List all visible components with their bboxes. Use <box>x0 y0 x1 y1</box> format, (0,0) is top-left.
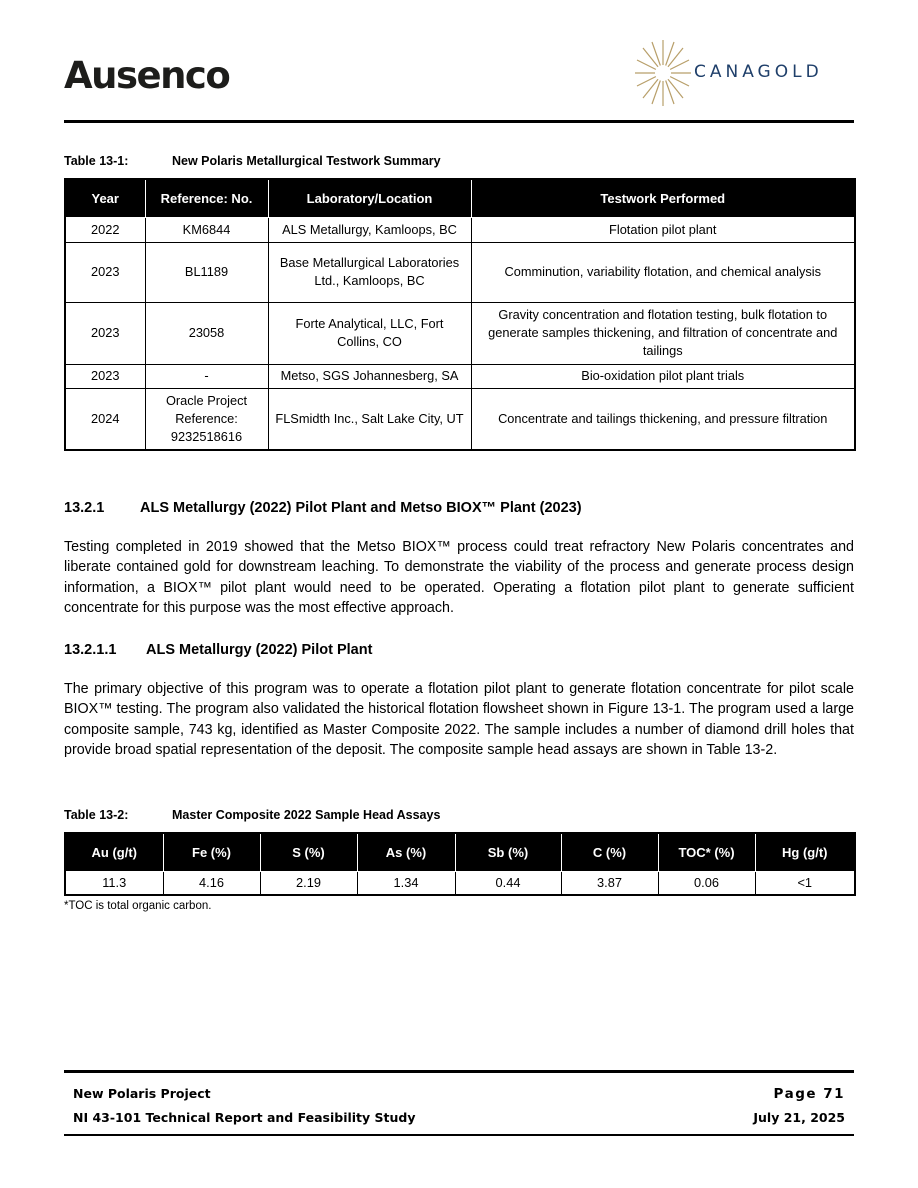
column-header: Sb (%) <box>455 833 561 871</box>
table-cell: 2023 <box>65 302 145 364</box>
testwork-summary-table <box>64 178 856 451</box>
table-cell: - <box>145 364 268 388</box>
head-assays-table <box>64 832 856 896</box>
footer-report-title: NI 43-101 Technical Report and Feasibility Study <box>73 1110 416 1125</box>
table1-label: Table 13-1: <box>64 154 129 168</box>
table-cell: Comminution, variability flotation, and chemical analysis <box>471 242 855 302</box>
table-cell: 0.06 <box>658 871 755 895</box>
table-cell: Forte Analytical, LLC, Fort Collins, CO <box>268 302 471 364</box>
footer-rule <box>64 1070 854 1073</box>
table-cell: 2023 <box>65 364 145 388</box>
body-paragraph: Testing completed in 2019 showed that the Metso BIOX™ process could treat refractory New Polaris concentrates and liberate contained gold for downstream leaching. To demonstrate the viability of the process and generate process design information, a BIOX™ pilot plant would need to be operated. Operating a flotation pilot plant to generate sufficient concentrate for this purpose was the most effective approach. <box>64 539 854 616</box>
table-cell: 4.16 <box>163 871 260 895</box>
section-title: ALS Metallurgy (2022) Pilot Plant and Metso BIOX™ Plant (2023) <box>140 500 582 516</box>
footer-rule <box>64 1134 854 1136</box>
column-header: C (%) <box>561 833 658 871</box>
table-cell: Metso, SGS Johannesberg, SA <box>268 364 471 388</box>
section-heading <box>64 500 582 516</box>
table-row <box>65 217 855 242</box>
table-cell: BL1189 <box>145 242 268 302</box>
section-number: 13.2.1 <box>64 500 105 516</box>
table-cell: Gravity concentration and flotation testing, bulk flotation to generate samples thickening, and filtration of concentrate and tailings <box>471 302 855 364</box>
column-header: TOC* (%) <box>658 833 755 871</box>
table1-title: New Polaris Metallurgical Testwork Summary <box>172 154 441 168</box>
table-cell: 0.44 <box>455 871 561 895</box>
column-header: Au (g/t) <box>65 833 163 871</box>
table-cell: 2022 <box>65 217 145 242</box>
table-cell: 2024 <box>65 388 145 450</box>
page-number: Page 71 <box>773 1086 845 1102</box>
column-header: S (%) <box>260 833 357 871</box>
column-header: Reference: No. <box>145 179 268 217</box>
body-paragraph: The primary objective of this program was to operate a flotation pilot plant to generate flotation concentrate for pilot scale BIOX™ testing. The program also validated the historical flotation flowsheet shown in Figure 13-1. The program used a large composite sample, 743 kg, identified as Master Composite 2022. The sample includes a number of diamond drill holes that provide broad spatial representation of the deposit. The composite sample head assays are shown in Table 13-2. <box>64 681 854 758</box>
footer-project: New Polaris Project <box>73 1086 211 1101</box>
table2-caption <box>64 808 440 822</box>
table-cell: Bio-oxidation pilot plant trials <box>471 364 855 388</box>
table-row <box>65 388 855 450</box>
subsection-heading <box>64 642 372 658</box>
table-row <box>65 242 855 302</box>
page-header <box>64 38 854 122</box>
table2-title: Master Composite 2022 Sample Head Assays <box>172 808 441 822</box>
section-title: ALS Metallurgy (2022) Pilot Plant <box>146 642 373 658</box>
table-cell: 1.34 <box>357 871 455 895</box>
table-cell: Oracle Project Reference: 9232518616 <box>145 388 268 450</box>
table-cell: <1 <box>755 871 855 895</box>
table-row <box>65 302 855 364</box>
table-header-row <box>65 179 855 217</box>
table-cell: 2023 <box>65 242 145 302</box>
table-cell: FLSmidth Inc., Salt Lake City, UT <box>268 388 471 450</box>
section-number: 13.2.1.1 <box>64 642 117 658</box>
column-header: Fe (%) <box>163 833 260 871</box>
table-cell: 23058 <box>145 302 268 364</box>
canagold-wordmark: CANAGOLD <box>694 62 823 82</box>
table-cell: Base Metallurgical Laboratories Ltd., Kamloops, BC <box>268 242 471 302</box>
sunburst-icon <box>634 38 692 108</box>
table-footnote: *TOC is total organic carbon. <box>64 900 212 912</box>
column-header: Year <box>65 179 145 217</box>
column-header: Laboratory/Location <box>268 179 471 217</box>
table-cell: 3.87 <box>561 871 658 895</box>
table-cell: ALS Metallurgy, Kamloops, BC <box>268 217 471 242</box>
footer-date: July 21, 2025 <box>753 1110 845 1125</box>
table1-caption <box>64 154 441 168</box>
header-rule <box>64 120 854 123</box>
canagold-logo <box>634 38 844 108</box>
footer-line-1 <box>73 1086 845 1101</box>
table-cell: Flotation pilot plant <box>471 217 855 242</box>
footer-line-2 <box>73 1110 845 1125</box>
table-cell: Concentrate and tailings thickening, and pressure filtration <box>471 388 855 450</box>
ausenco-logo: Ausenco <box>64 54 230 97</box>
table-cell: 11.3 <box>65 871 163 895</box>
column-header: Hg (g/t) <box>755 833 855 871</box>
column-header: Testwork Performed <box>471 179 855 217</box>
table-row <box>65 364 855 388</box>
table-row <box>65 871 855 895</box>
table-cell: 2.19 <box>260 871 357 895</box>
table-header-row <box>65 833 855 871</box>
table-cell: KM6844 <box>145 217 268 242</box>
column-header: As (%) <box>357 833 455 871</box>
table2-label: Table 13-2: <box>64 808 129 822</box>
